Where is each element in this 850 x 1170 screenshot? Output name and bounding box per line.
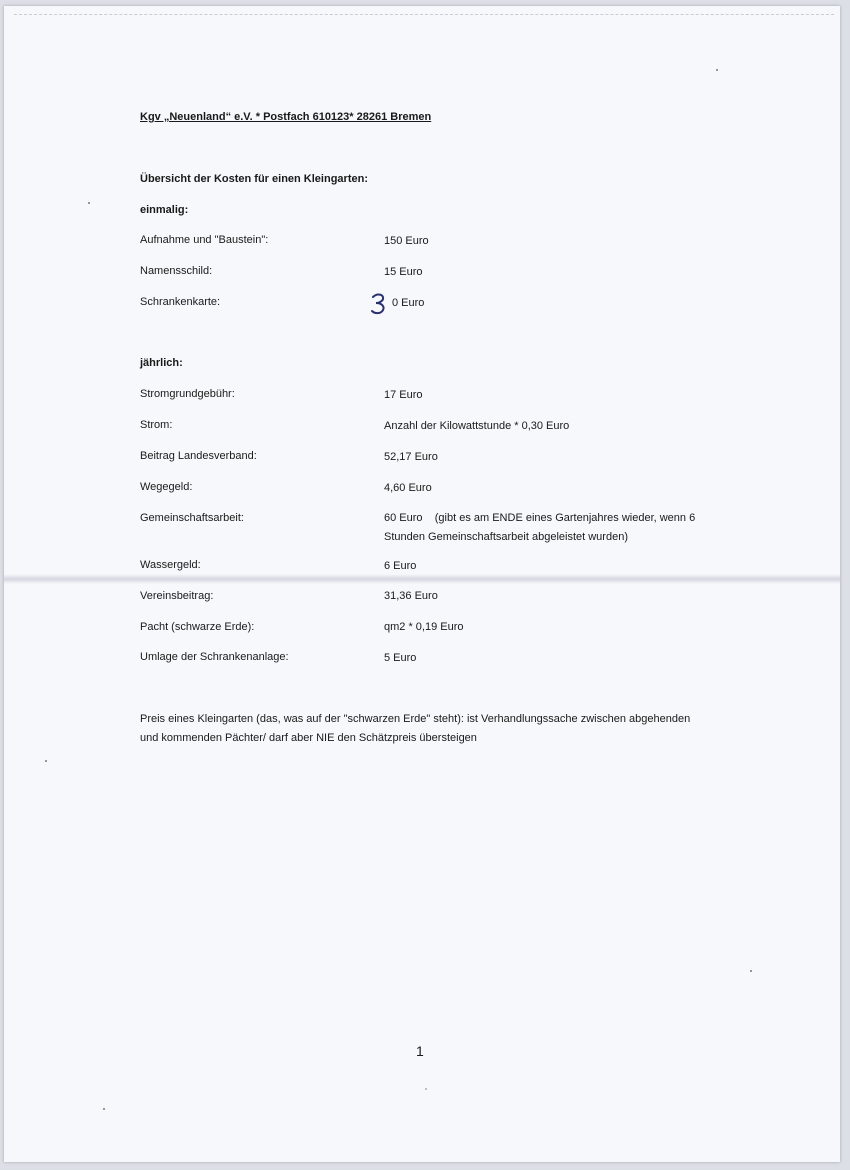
annual-label: Wassergeld: [140, 559, 201, 571]
annual-value: 60 Euro (gibt es am ENDE eines Gartenjahres wieder, wenn 6 Stunden Gemeinschaftsarbeit abgeleistet wurden) [384, 512, 699, 543]
annual-label: Wegegeld: [140, 481, 193, 493]
price-note: Preis eines Kleingarten (das, was auf der "schwarzen Erde" steht): ist Verhandlungssache zwischen abgehenden und kommenden Pächter/ darf aber NIE den Schätzpreis übersteigen [140, 713, 691, 744]
annual-label: Strom: [140, 419, 173, 431]
annual-label: Umlage der Schrankenanlage: [140, 651, 289, 663]
annual-value: 17 Euro [384, 389, 423, 401]
scan-speck [103, 1108, 105, 1110]
annual-heading: jährlich: [140, 357, 183, 369]
annual-value: qm2 * 0,19 Euro [384, 621, 464, 633]
annual-value: 31,36 Euro [384, 590, 438, 602]
scan-speck [750, 970, 752, 972]
annual-value: 4,60 Euro [384, 482, 432, 494]
annual-value: 6 Euro [384, 560, 417, 572]
annual-label: Pacht (schwarze Erde): [140, 621, 255, 633]
annual-label: Stromgrundgebühr: [140, 388, 235, 400]
handwritten-three [370, 292, 388, 316]
one-time-value: 150 Euro [384, 235, 429, 247]
annual-label: Gemeinschaftsarbeit: [140, 512, 244, 524]
one-time-heading: einmalig: [140, 204, 189, 216]
one-time-value: 15 Euro [384, 266, 423, 278]
one-time-label: Aufnahme und "Baustein": [140, 234, 269, 246]
scan-speck [45, 760, 47, 762]
annual-value: 52,17 Euro [384, 451, 438, 463]
one-time-value: 0 Euro [392, 297, 425, 309]
annual-label: Vereinsbeitrag: [140, 590, 214, 602]
annual-value: Anzahl der Kilowattstunde * 0,30 Euro [384, 420, 570, 432]
document-title: Übersicht der Kosten für einen Kleingarten: [140, 173, 368, 185]
scan-speck [716, 69, 718, 71]
scan-speck [88, 202, 90, 204]
one-time-label: Namensschild: [140, 265, 213, 277]
letterhead: Kgv „Neuenland“ e.V. * Postfach 610123* 28261 Bremen [140, 111, 432, 123]
page-number: 1 [416, 1043, 424, 1059]
annual-value: 5 Euro [384, 652, 417, 664]
annual-label: Beitrag Landesverband: [140, 450, 257, 462]
scan-speck [425, 1088, 427, 1090]
one-time-label: Schrankenkarte: [140, 296, 221, 308]
